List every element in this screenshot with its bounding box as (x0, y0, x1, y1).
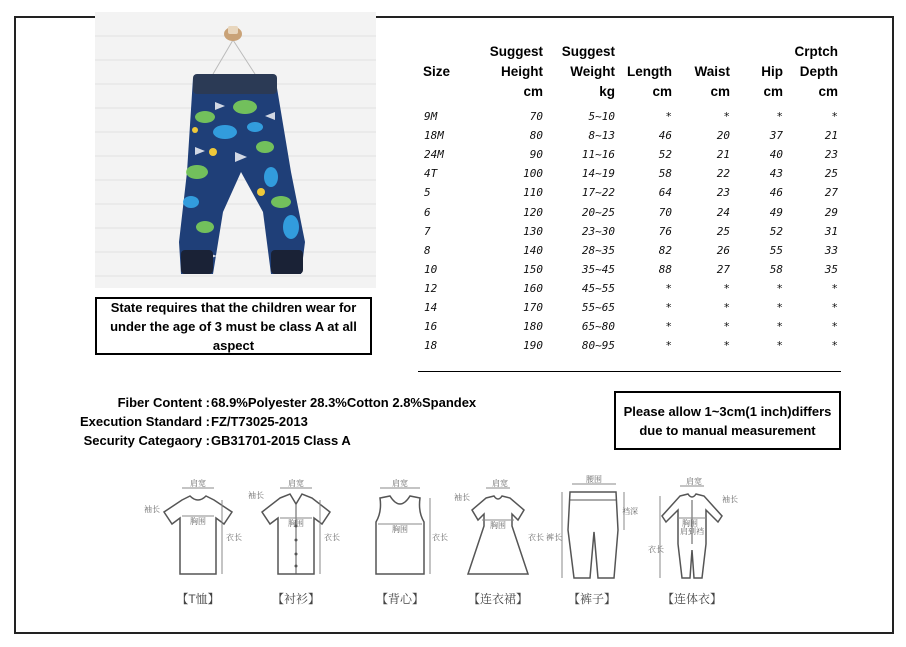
romper-icon (646, 478, 738, 588)
cell-crotch-depth: * (831, 339, 838, 353)
header-height: Suggest (489, 44, 543, 59)
cell-weight: 5~10 (588, 110, 615, 123)
cell-weight: 45~55 (581, 281, 615, 295)
cell-weight: 65~80 (581, 320, 615, 334)
cell-length: * (665, 339, 672, 353)
cell-size: 12 (424, 281, 438, 295)
cell-height: 190 (523, 339, 543, 353)
header-weight: Weight (570, 64, 615, 79)
cell-size: 14 (424, 301, 438, 314)
cell-crotch-depth: 31 (824, 224, 838, 238)
security-category-label: Security Categaory : (83, 433, 210, 448)
cell-height: 160 (523, 281, 543, 295)
cell-length: * (665, 281, 672, 295)
cell-height: 130 (523, 224, 543, 238)
cell-hip: * (776, 301, 783, 314)
shirt-caption: 【衬衫】 (271, 592, 320, 606)
svg-text:袖长: 袖长 (248, 491, 264, 500)
cell-waist: * (723, 281, 730, 295)
cell-length: 46 (658, 129, 672, 143)
svg-text:肩宽: 肩宽 (492, 479, 508, 488)
cell-weight: 17~22 (581, 186, 615, 200)
header-crotch-depth: cm (818, 84, 838, 99)
svg-text:肩宽: 肩宽 (392, 479, 408, 488)
cell-length: 82 (658, 243, 672, 257)
dress-caption: 【连衣裙】 (467, 592, 528, 606)
cell-waist: * (723, 110, 730, 123)
svg-text:袖长: 袖长 (454, 493, 470, 502)
cell-waist: 25 (716, 224, 730, 238)
cell-length: 88 (658, 262, 672, 276)
cell-height: 110 (523, 186, 543, 200)
cell-height: 180 (523, 320, 543, 334)
execution-standard-value: FZ/T73025-2013 (211, 414, 308, 429)
cell-length: 70 (658, 205, 672, 219)
cell-crotch-depth: * (831, 110, 838, 123)
fiber-content-value: 68.9%Polyester 28.3%Cotton 2.8%Spandex (211, 395, 477, 410)
cell-weight: 55~65 (581, 301, 615, 314)
cell-waist: * (723, 301, 730, 314)
cell-size: 24M (424, 148, 444, 162)
svg-text:胸围: 胸围 (682, 519, 698, 528)
tshirt-caption: 【T恤】 (176, 592, 220, 606)
cell-height: 120 (523, 205, 543, 219)
cell-waist: 26 (716, 243, 730, 257)
cell-hip: * (776, 110, 783, 123)
cell-length: 64 (658, 186, 672, 200)
cell-hip: 58 (769, 262, 783, 276)
header-weight: kg (599, 84, 615, 99)
svg-text:胸围: 胸围 (190, 517, 206, 526)
cell-weight: 14~19 (581, 167, 615, 181)
cell-crotch-depth: 35 (824, 262, 838, 276)
cell-waist: 22 (716, 167, 730, 181)
header-crotch-depth: Crptch (794, 44, 838, 59)
product-photo (95, 12, 376, 288)
svg-text:肩宽: 肩宽 (190, 479, 206, 488)
pants-icon (546, 475, 638, 588)
svg-text:衣长: 衣长 (648, 545, 664, 554)
pants-diagram (546, 475, 638, 588)
cell-waist: 23 (716, 186, 730, 200)
vest-caption: 【背心】 (375, 592, 424, 606)
cell-crotch-depth: * (831, 320, 838, 334)
cell-weight: 80~95 (581, 339, 615, 353)
cell-size: 10 (424, 262, 438, 276)
header-waist: Waist (694, 64, 730, 79)
measurement-tolerance-notice: Please allow 1~3cm(1 inch)differs due to manual measurement (614, 391, 841, 450)
cell-length: * (665, 320, 672, 334)
cell-size: 7 (424, 224, 431, 238)
fiber-content-label: Fiber Content : (117, 395, 210, 410)
cell-waist: 27 (716, 262, 730, 276)
svg-text:衣长: 衣长 (432, 533, 448, 542)
vest-diagram (354, 478, 446, 588)
tshirt-diagram (144, 478, 244, 588)
section-divider (418, 371, 841, 372)
header-length: cm (652, 84, 672, 99)
svg-text:衣长: 衣长 (226, 533, 242, 542)
svg-text:衣长: 衣长 (324, 533, 340, 542)
cell-length: 76 (658, 224, 672, 238)
cell-hip: 55 (769, 243, 783, 257)
svg-text:肩到裆: 肩到裆 (680, 527, 704, 536)
cell-weight: 8~13 (588, 129, 615, 143)
svg-text:裤长: 裤长 (546, 533, 562, 542)
romper-diagram (646, 478, 738, 588)
cell-hip: 40 (769, 148, 783, 162)
cell-weight: 28~35 (581, 243, 615, 257)
cell-size: 18M (424, 129, 444, 143)
cell-waist: 20 (716, 129, 730, 143)
cell-hip: * (776, 281, 783, 295)
cell-weight: 20~25 (581, 205, 615, 219)
cell-crotch-depth: 29 (824, 205, 838, 219)
cell-weight: 23~30 (581, 224, 615, 238)
svg-text:胸围: 胸围 (288, 519, 304, 528)
cell-height: 100 (523, 167, 543, 181)
pants-caption: 【裤子】 (567, 592, 616, 606)
cell-waist: * (723, 320, 730, 334)
svg-text:胸围: 胸围 (392, 525, 408, 534)
cell-crotch-depth: 21 (824, 129, 838, 143)
shirt-icon (250, 478, 342, 588)
cell-hip: 49 (769, 205, 783, 219)
cell-waist: 24 (716, 205, 730, 219)
cell-size: 6 (424, 205, 431, 219)
cell-hip: * (776, 320, 783, 334)
cell-size: 18 (424, 339, 438, 353)
svg-text:袖长: 袖长 (722, 495, 738, 504)
header-weight: Suggest (561, 44, 615, 59)
header-length: Length (627, 64, 672, 79)
execution-standard-label: Execution Standard : (79, 414, 210, 429)
cell-hip: 37 (769, 129, 783, 143)
cell-hip: * (776, 339, 783, 353)
header-size: Size (422, 64, 450, 79)
vest-icon (354, 478, 446, 588)
cell-size: 8 (424, 243, 431, 257)
security-category-value: GB31701-2015 Class A (211, 433, 351, 448)
cell-hip: 43 (769, 167, 783, 181)
cell-crotch-depth: 27 (824, 186, 838, 200)
cell-weight: 11~16 (581, 148, 615, 162)
cell-hip: 46 (769, 186, 783, 200)
cell-length: * (665, 301, 672, 314)
header-crotch-depth: Depth (799, 64, 838, 79)
header-hip: cm (763, 84, 783, 99)
cell-height: 70 (529, 110, 543, 123)
svg-text:衣长: 衣长 (528, 533, 544, 542)
cell-size: 5 (424, 186, 431, 200)
dress-diagram (452, 478, 544, 588)
cell-crotch-depth: * (831, 281, 838, 295)
cell-crotch-depth: 25 (824, 167, 838, 181)
tshirt-icon (144, 478, 244, 588)
cell-weight: 35~45 (581, 262, 615, 276)
header-waist: cm (710, 84, 730, 99)
cell-waist: 21 (716, 148, 730, 162)
header-hip: Hip (761, 64, 783, 79)
cell-size: 4T (424, 167, 438, 181)
svg-text:裆深: 裆深 (622, 507, 638, 516)
cell-length: * (665, 110, 672, 123)
cell-hip: 52 (769, 224, 783, 238)
svg-text:肩宽: 肩宽 (288, 479, 304, 488)
svg-text:腰围: 腰围 (586, 475, 602, 484)
header-height: Height (501, 64, 543, 79)
cell-size: 9M (424, 110, 438, 123)
svg-text:胸围: 胸围 (490, 521, 506, 530)
svg-text:袖长: 袖长 (144, 505, 160, 514)
dress-icon (452, 478, 544, 588)
cell-crotch-depth: * (831, 301, 838, 314)
cell-height: 150 (523, 262, 543, 276)
cell-height: 170 (523, 301, 543, 314)
cell-size: 16 (424, 320, 438, 334)
cell-length: 58 (658, 167, 672, 181)
cell-waist: * (723, 339, 730, 353)
romper-caption: 【连体衣】 (661, 592, 722, 606)
cell-length: 52 (658, 148, 672, 162)
header-height: cm (523, 84, 543, 99)
cell-height: 80 (529, 129, 543, 143)
cell-crotch-depth: 23 (824, 148, 838, 162)
svg-text:肩宽: 肩宽 (686, 477, 702, 486)
cell-height: 140 (523, 243, 543, 257)
age-requirement-notice: State requires that the children wear for under the age of 3 must be class A at all aspect (95, 297, 372, 355)
cell-crotch-depth: 33 (824, 243, 838, 257)
cell-height: 90 (529, 148, 543, 162)
shirt-diagram (250, 478, 342, 588)
